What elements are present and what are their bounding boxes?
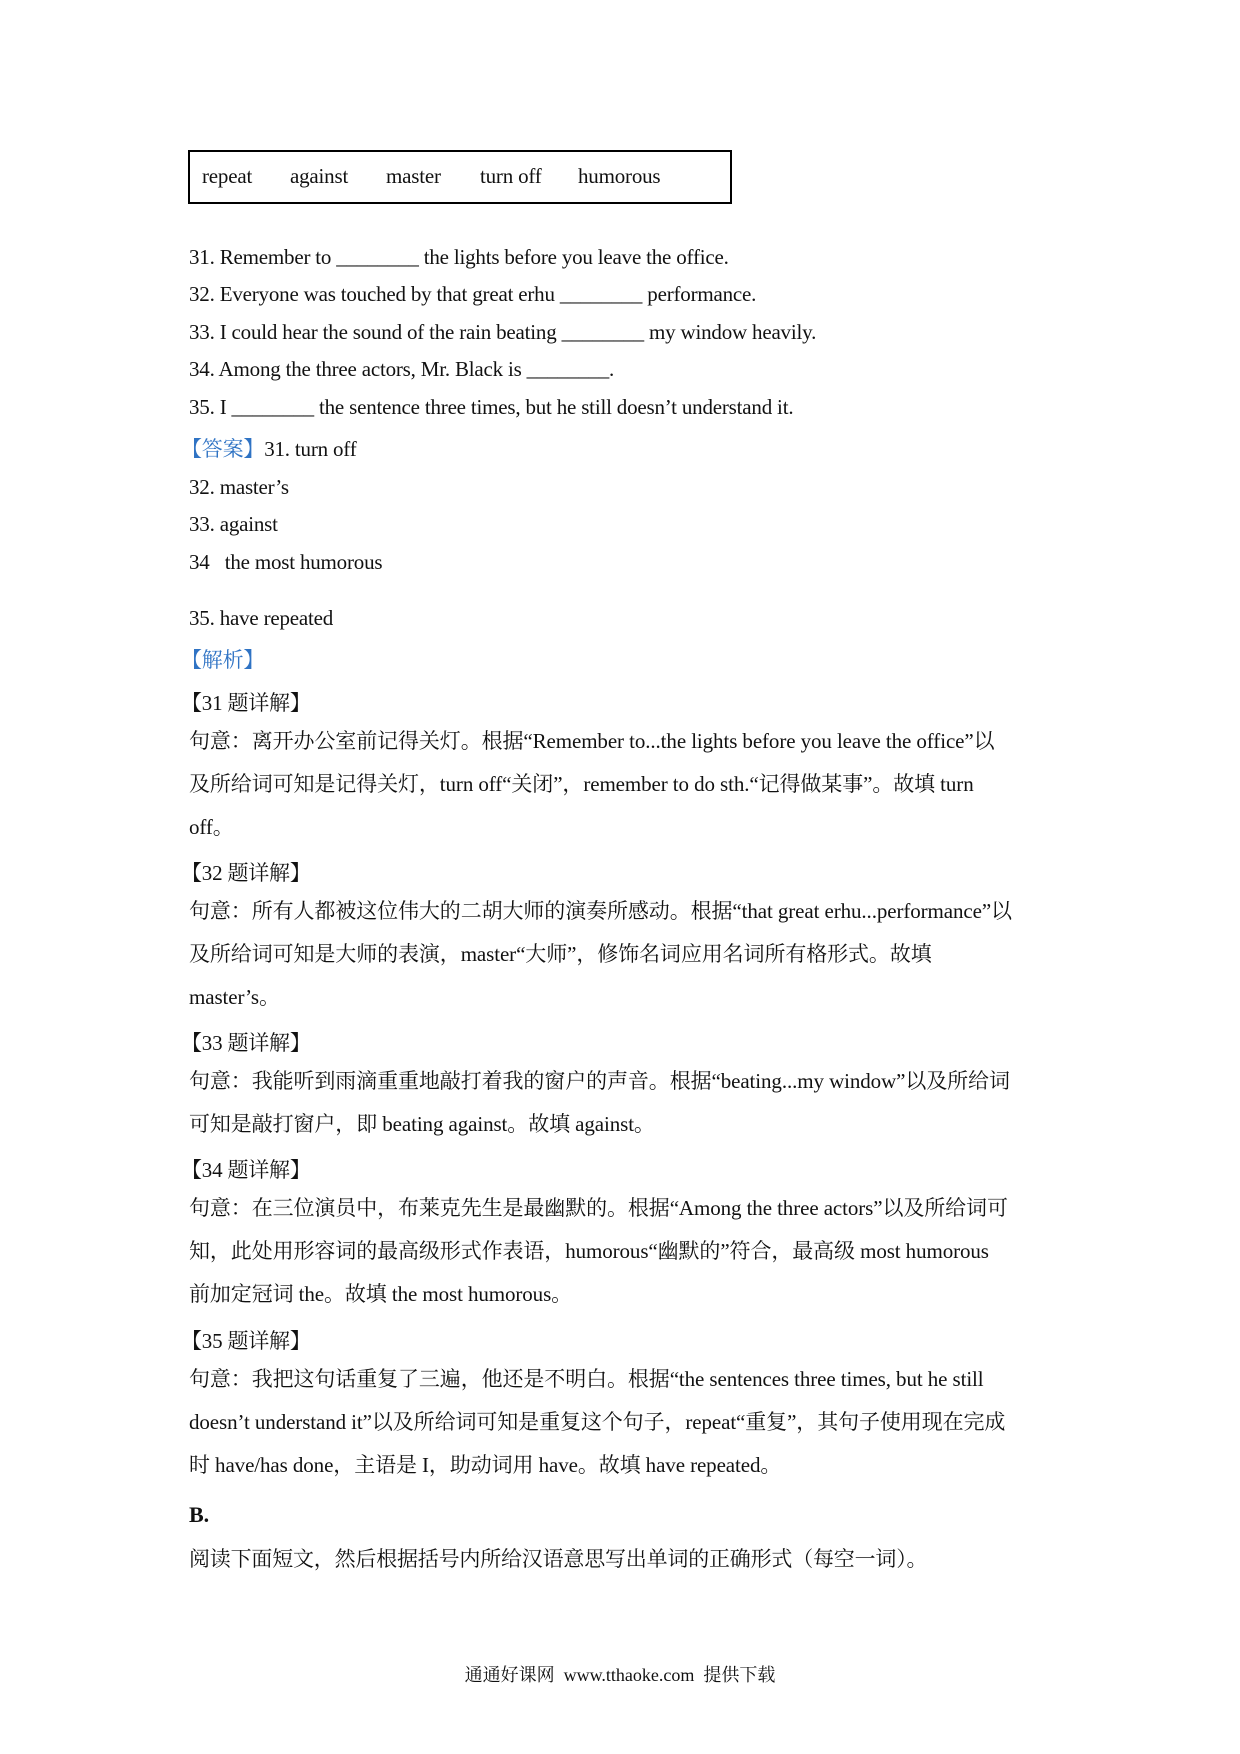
- detail-33-body: [189, 1060, 1059, 1146]
- answer-31: 31. turn off: [264, 437, 357, 461]
- detail-line: doesn’t understand it”以及所给词可知是重复这个句子，repeat“重复”，其句子使用现在完成: [189, 1410, 1006, 1434]
- section-b-title: B.: [189, 1502, 210, 1527]
- analysis-label: 【解析】: [181, 648, 265, 672]
- answer-32: 32. master’s: [189, 475, 289, 499]
- detail-35-title: 【35 题详解】: [181, 1329, 311, 1353]
- detail-line: master’s。: [189, 985, 280, 1009]
- word-bank-item: master: [386, 164, 441, 188]
- detail-31-body: [189, 720, 1059, 849]
- detail-34-title: 【34 题详解】: [181, 1158, 311, 1182]
- answer-33: 33. against: [189, 512, 278, 536]
- detail-line: 句意：我能听到雨滴重重地敲打着我的窗户的声音。根据“beating...my window”以及所给词: [189, 1069, 1010, 1093]
- detail-line: 句意：在三位演员中，布莱克先生是最幽默的。根据“Among the three actors”以及所给词可: [189, 1196, 1008, 1220]
- detail-line: 前加定冠词 the。故填 the most humorous。: [189, 1282, 573, 1306]
- question-35: 35. I ________ the sentence three times, but he still doesn’t understand it.: [189, 395, 794, 419]
- detail-line: 知，此处用形容词的最高级形式作表语，humorous“幽默的”符合，最高级 most humorous: [189, 1239, 989, 1263]
- page-footer: 通通好课网 www.tthaoke.com 提供下载: [464, 1665, 776, 1685]
- question-33: 33. I could hear the sound of the rain beating ________ my window heavily.: [189, 320, 817, 344]
- word-bank-item: turn off: [480, 164, 542, 188]
- detail-line: 及所给词可知是记得关灯，turn off“关闭”，remember to do sth.“记得做某事”。故填 turn: [189, 772, 974, 796]
- section-b-instruction: 阅读下面短文，然后根据括号内所给汉语意思写出单词的正确形式（每空一词）。: [189, 1547, 928, 1571]
- word-bank-item: humorous: [578, 164, 661, 188]
- detail-32-body: [189, 890, 1059, 1019]
- detail-35-body: [189, 1358, 1059, 1487]
- detail-line: 及所给词可知是大师的表演，master“大师”，修饰名词应用名词所有格形式。故填: [189, 942, 932, 966]
- detail-34-body: [189, 1187, 1059, 1316]
- answer-35: 35. have repeated: [189, 606, 334, 630]
- question-31: 31. Remember to ________ the lights before you leave the office.: [189, 245, 729, 269]
- detail-33-title: 【33 题详解】: [181, 1031, 311, 1055]
- word-bank-item: repeat: [202, 164, 253, 188]
- question-34: 34. Among the three actors, Mr. Black is ________.: [189, 357, 615, 381]
- detail-line: 时 have/has done，主语是 I，助动词用 have。故填 have repeated。: [189, 1453, 782, 1477]
- word-bank-box: [188, 150, 732, 204]
- word-bank-item: against: [290, 164, 349, 188]
- detail-line: 可知是敲打窗户，即 beating against。故填 against。: [189, 1112, 655, 1136]
- detail-line: off。: [189, 815, 234, 839]
- answer-line: [181, 433, 357, 463]
- answer-34: 34 the most humorous: [189, 550, 383, 574]
- detail-line: 句意：我把这句话重复了三遍，他还是不明白。根据“the sentences three times, but he still: [189, 1367, 984, 1391]
- detail-line: 句意：离开办公室前记得关灯。根据“Remember to...the lights before you leave the office”以: [189, 729, 995, 753]
- question-32: 32. Everyone was touched by that great erhu ________ performance.: [189, 282, 757, 306]
- detail-line: 句意：所有人都被这位伟大的二胡大师的演奏所感动。根据“that great erhu...performance”以: [189, 899, 1012, 923]
- answer-label: 【答案】: [181, 437, 265, 461]
- detail-32-title: 【32 题详解】: [181, 861, 311, 885]
- detail-31-title: 【31 题详解】: [181, 691, 311, 715]
